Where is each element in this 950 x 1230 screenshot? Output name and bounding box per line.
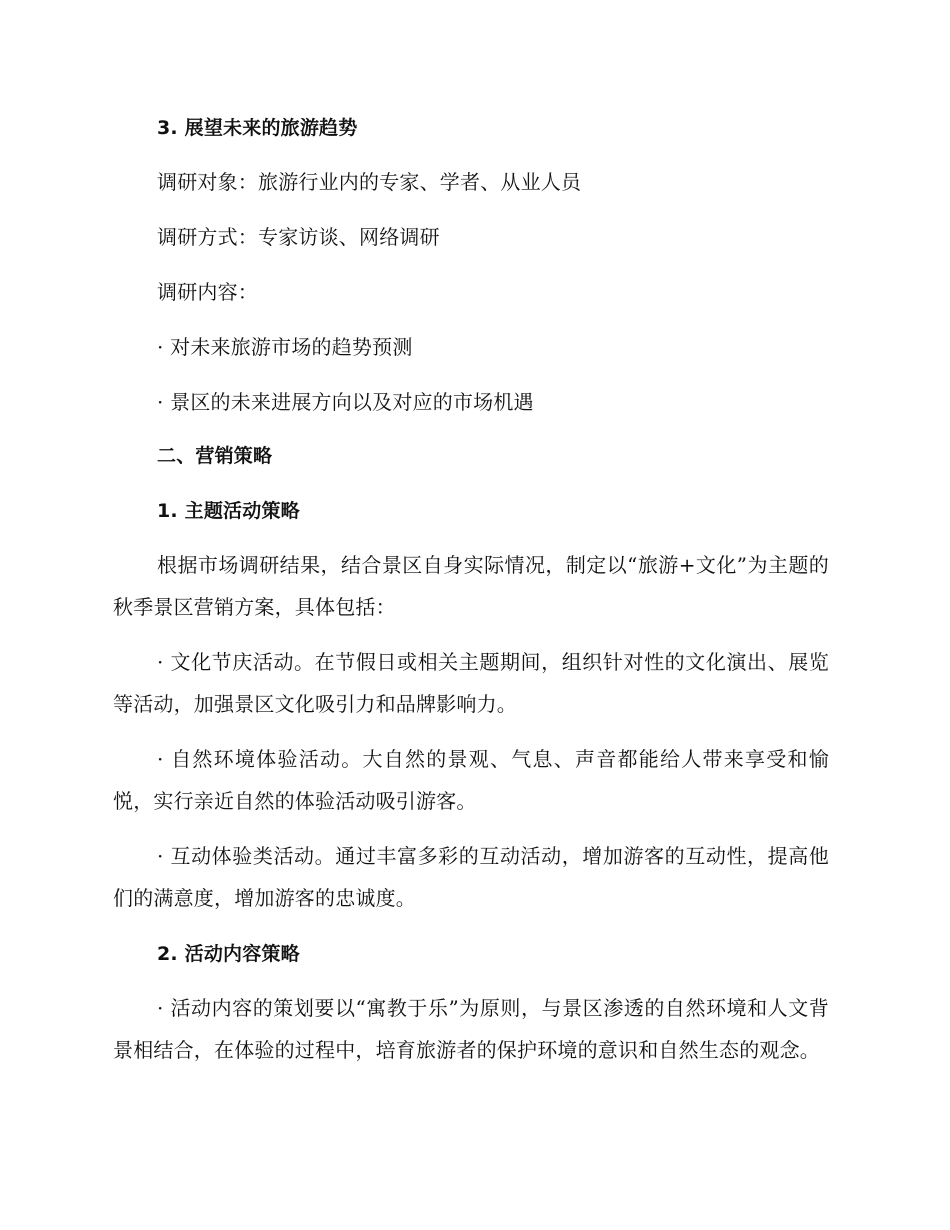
theme-activity-intro-paragraph: 根据市场调研结果，结合景区自身实际情况，制定以“旅游+文化”为主题的秋季景区营销方案，具体包括：	[113, 553, 829, 619]
survey-method-line: 调研方式：专家访谈、网络调研	[157, 225, 440, 249]
section-heading-future-trends: 3. 展望未来的旅游趋势	[157, 117, 358, 139]
section-heading-theme-activity: 1. 主题活动策略	[157, 500, 300, 522]
survey-item-trend-forecast: · 对未来旅游市场的趋势预测	[157, 335, 413, 359]
theme-activity-item-interactive: · 互动体验类活动。通过丰富多彩的互动活动，增加游客的互动性，提高他们的满意度，增加游客的忠诚度。	[113, 844, 829, 910]
section-heading-activity-content: 2. 活动内容策略	[157, 943, 300, 965]
part-heading-marketing-strategy: 二、营销策略	[157, 445, 273, 467]
survey-target-line: 调研对象：旅游行业内的专家、学者、从业人员	[157, 170, 582, 194]
theme-activity-item-nature-experience: · 自然环境体验活动。大自然的景观、气息、声音都能给人带来享受和愉悦，实行亲近自然的体验活动吸引游客。	[113, 747, 829, 813]
theme-activity-item-culture-festival: · 文化节庆活动。在节假日或相关主题期间，组织针对性的文化演出、展览等活动，加强景区文化吸引力和品牌影响力。	[113, 650, 829, 716]
survey-item-future-direction: · 景区的未来进展方向以及对应的市场机遇	[157, 390, 534, 414]
survey-content-label: 调研内容：	[157, 280, 258, 304]
activity-content-item-edutainment: · 活动内容的策划要以“寓教于乐”为原则，与景区渗透的自然环境和人文背景相结合，在体验的过程中，培育旅游者的保护环境的意识和自然生态的观念。	[113, 996, 829, 1062]
